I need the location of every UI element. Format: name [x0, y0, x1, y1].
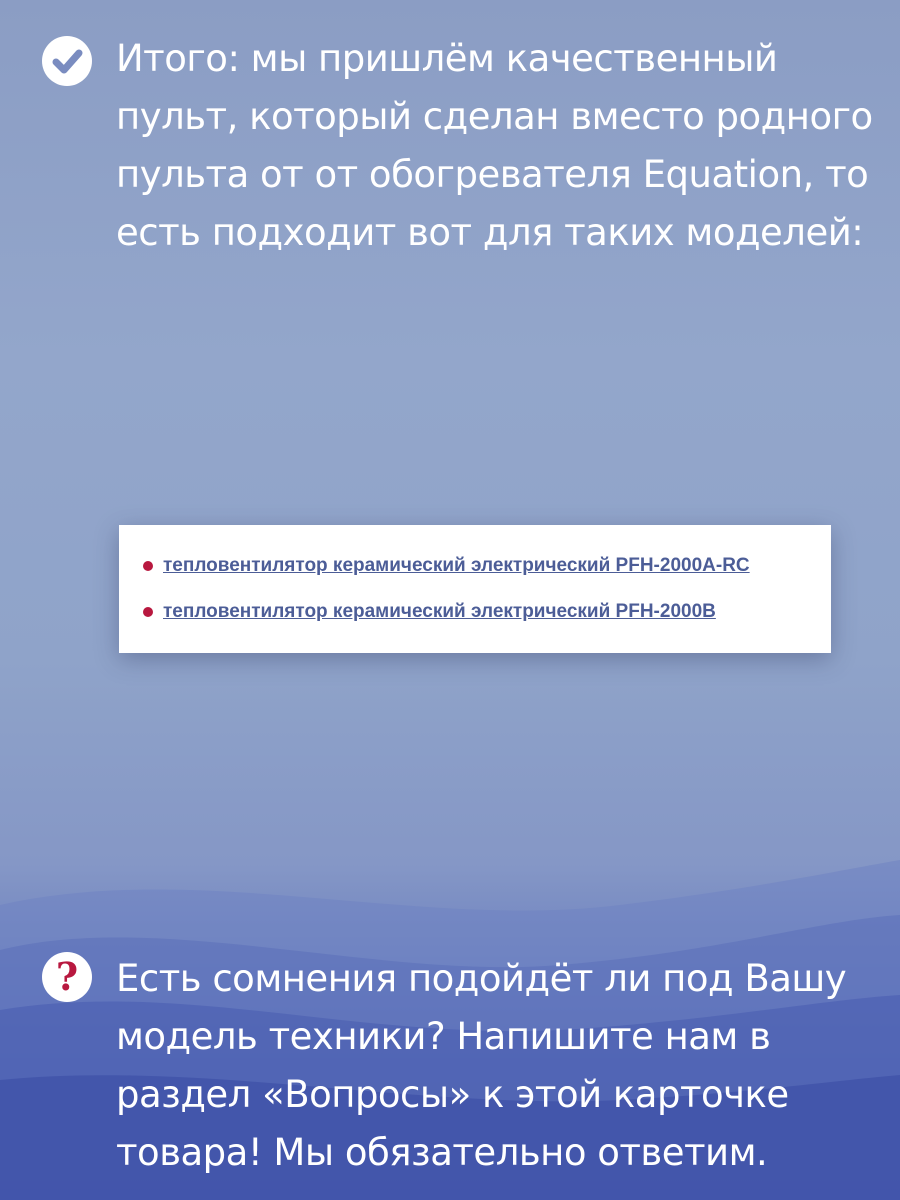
check-icon — [42, 36, 92, 86]
compatible-models-card — [119, 525, 831, 653]
question-glyph: ? — [55, 954, 79, 999]
model-link[interactable]: тепловентилятор керамический электрический PFH-2000B — [163, 601, 716, 622]
question-line: товара! Мы обязательно ответим. — [116, 1131, 768, 1174]
intro-line: пульта от от обогревателя Equation, то — [116, 153, 869, 196]
question-line: модель техники? Напишите нам в — [116, 1015, 771, 1058]
intro-line: Итого: мы пришлём качественный — [116, 37, 778, 80]
question-line: раздел «Вопросы» к этой карточке — [116, 1073, 789, 1116]
intro-line: есть подходит вот для таких моделей: — [116, 211, 864, 254]
question-line: Есть сомнения подойдёт ли под Вашу — [116, 957, 847, 1000]
question-icon — [42, 952, 92, 1002]
bullet-icon — [143, 561, 153, 571]
model-link[interactable]: тепловентилятор керамический электрический PFH-2000A-RC — [163, 555, 750, 576]
intro-line: пульт, который сделан вместо родного — [116, 95, 873, 138]
bullet-icon — [143, 607, 153, 617]
intro-text — [116, 30, 886, 262]
question-text — [116, 950, 886, 1182]
